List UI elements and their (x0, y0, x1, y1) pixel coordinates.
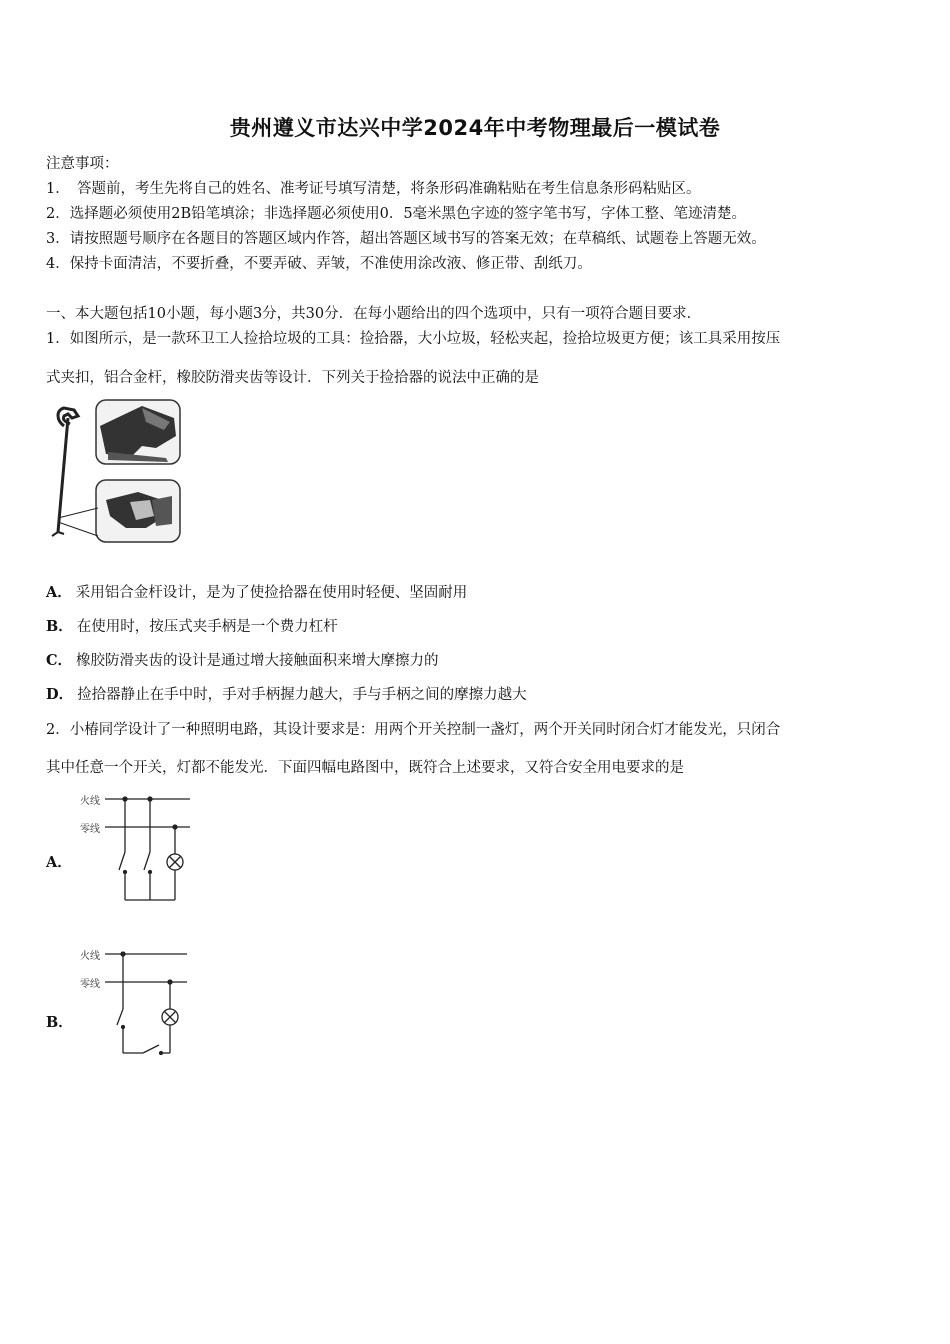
q1-option-d-label: D． (46, 686, 74, 703)
notice-item-2: 2．选择题必须使用2B铅笔填涂；非选择题必须使用0．5毫米黑色字迹的签字笔书写，字体工整、笔迹清楚。 (46, 206, 747, 222)
notice-heading: 注意事项： (46, 156, 119, 172)
fig-b-live-label: 火线 (80, 951, 100, 962)
q1-option-a (46, 581, 467, 602)
q1-option-d (46, 683, 527, 704)
q2-line-2: 其中任意一个开关，灯都不能发光．下面四幅电路图中，既符合上述要求，又符合安全用电要求的是 (46, 760, 684, 776)
q1-option-c (46, 649, 439, 670)
fig-b-neutral-label: 零线 (80, 979, 100, 990)
grabber-tool-figure (46, 396, 186, 546)
fig-a-label: A． (46, 854, 72, 871)
q1-option-a-text: 采用铝合金杆设计，是为了使捡拾器在使用时轻便、坚固耐用 (75, 585, 468, 601)
q1-line-1: 1．如图所示，是一款环卫工人捡拾垃圾的工具：捡拾器，大小垃圾，轻松夹起，捡拾垃圾更方便；该工具采用按压 (46, 331, 781, 347)
q1-option-d-text: 捡拾器静止在手中时，手对手柄握力越大，手与手柄之间的摩擦力越大 (77, 687, 527, 703)
fig-a-live-label: 火线 (80, 796, 100, 807)
notice-item-4: 4．保持卡面清洁，不要折叠，不要弄破、弄皱，不准使用涂改液、修正带、刮纸刀。 (46, 256, 592, 272)
q1-option-c-label: C． (46, 652, 73, 669)
circuit-a-diagram (105, 790, 195, 905)
circuit-b-diagram (105, 945, 195, 1060)
q1-line-2: 式夹扣，铝合金杆，橡胶防滑夹齿等设计．下列关于捡拾器的说法中正确的是 (46, 370, 539, 386)
notice-item-3: 3．请按照题号顺序在各题目的答题区域内作答，超出答题区域书写的答案无效；在草稿纸、试题卷上答题无效。 (46, 231, 766, 247)
section-intro: 一、本大题包括10小题，每小题3分，共30分．在每小题给出的四个选项中，只有一项符合题目要求． (46, 306, 702, 322)
fig-a-neutral-label: 零线 (80, 824, 100, 835)
q1-option-a-label: A． (46, 584, 72, 601)
notice-item-1: 1． 答题前，考生先将自己的姓名、准考证号填写清楚，将条形码准确粘贴在考生信息条形码粘贴区。 (46, 181, 701, 197)
q2-line-1: 2．小椿同学设计了一种照明电路，其设计要求是：用两个开关控制一盏灯，两个开关同时闭合灯才能发光，只闭合 (46, 722, 781, 738)
q1-option-c-text: 橡胶防滑夹齿的设计是通过增大接触面积来增大摩擦力的 (76, 653, 439, 669)
page-title: 贵州遵义市达兴中学2024年中考物理最后一模试卷 (229, 116, 721, 140)
fig-b-label: B． (46, 1014, 73, 1031)
q1-option-b-label: B． (46, 618, 73, 635)
q1-option-b-text: 在使用时，按压式夹手柄是一个费力杠杆 (76, 619, 338, 635)
q1-option-b (46, 615, 338, 636)
